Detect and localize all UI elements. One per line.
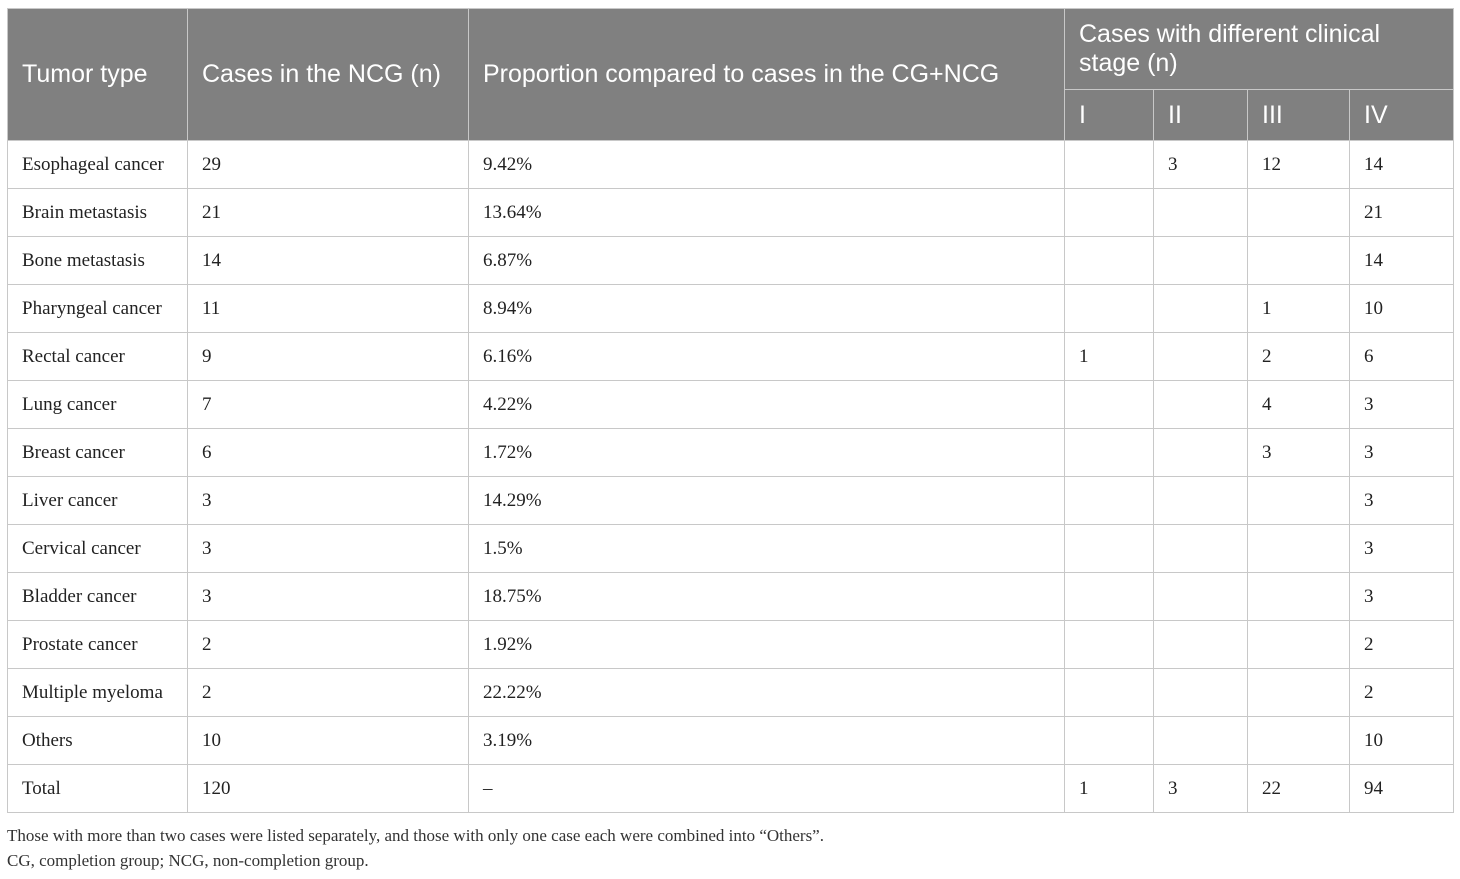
cell-cases-ncg: 6 — [188, 429, 469, 477]
cell-stage-i: 1 — [1065, 333, 1154, 381]
cell-proportion: 22.22% — [469, 669, 1065, 717]
table-row — [8, 717, 1454, 765]
header-cases-ncg: Cases in the NCG (n) — [188, 9, 469, 141]
cell-stage-i — [1065, 477, 1154, 525]
cell-proportion: 6.87% — [469, 237, 1065, 285]
cell-proportion: 3.19% — [469, 717, 1065, 765]
table-row — [8, 285, 1454, 333]
cell-stage-i — [1065, 237, 1154, 285]
cell-cases-ncg: 7 — [188, 381, 469, 429]
table-row — [8, 525, 1454, 573]
header-stage-iii: III — [1248, 90, 1350, 141]
table-row — [8, 381, 1454, 429]
cell-stage-ii — [1154, 285, 1248, 333]
table-row — [8, 429, 1454, 477]
cell-stage-i — [1065, 429, 1154, 477]
cell-proportion: 14.29% — [469, 477, 1065, 525]
cell-tumor-type: Cervical cancer — [8, 525, 188, 573]
cell-stage-iv: 3 — [1350, 429, 1454, 477]
cell-tumor-type: Total — [8, 765, 188, 813]
header-stage-group: Cases with different clinical stage (n) — [1065, 9, 1454, 90]
cell-stage-ii: 3 — [1154, 141, 1248, 189]
cell-proportion: 8.94% — [469, 285, 1065, 333]
cell-stage-ii — [1154, 669, 1248, 717]
cell-cases-ncg: 9 — [188, 333, 469, 381]
header-stage-iv: IV — [1350, 90, 1454, 141]
cell-stage-i — [1065, 285, 1154, 333]
cell-proportion: 1.5% — [469, 525, 1065, 573]
cell-tumor-type: Multiple myeloma — [8, 669, 188, 717]
cell-proportion: 9.42% — [469, 141, 1065, 189]
header-row-1 — [8, 9, 1454, 90]
cell-tumor-type: Lung cancer — [8, 381, 188, 429]
cell-stage-iv: 14 — [1350, 141, 1454, 189]
cell-stage-iv: 6 — [1350, 333, 1454, 381]
cell-stage-iv: 94 — [1350, 765, 1454, 813]
cell-stage-ii — [1154, 333, 1248, 381]
cell-proportion: 13.64% — [469, 189, 1065, 237]
cell-stage-iv: 3 — [1350, 477, 1454, 525]
header-stage-i: I — [1065, 90, 1154, 141]
header-stage-ii: II — [1154, 90, 1248, 141]
cell-stage-iii — [1248, 573, 1350, 621]
cell-stage-i — [1065, 669, 1154, 717]
cell-stage-i: 1 — [1065, 765, 1154, 813]
cell-cases-ncg: 14 — [188, 237, 469, 285]
header-tumor-type: Tumor type — [8, 9, 188, 141]
cell-stage-ii: 3 — [1154, 765, 1248, 813]
cell-proportion: – — [469, 765, 1065, 813]
cell-stage-i — [1065, 189, 1154, 237]
table-body — [8, 141, 1454, 813]
cell-stage-iv: 3 — [1350, 381, 1454, 429]
tumor-stage-table — [7, 8, 1454, 813]
cell-tumor-type: Bone metastasis — [8, 237, 188, 285]
cell-cases-ncg: 120 — [188, 765, 469, 813]
cell-stage-ii — [1154, 429, 1248, 477]
cell-stage-iv: 21 — [1350, 189, 1454, 237]
cell-stage-ii — [1154, 477, 1248, 525]
cell-stage-iii — [1248, 525, 1350, 573]
cell-stage-ii — [1154, 573, 1248, 621]
cell-cases-ncg: 3 — [188, 573, 469, 621]
cell-proportion: 1.92% — [469, 621, 1065, 669]
cell-stage-ii — [1154, 717, 1248, 765]
table-row — [8, 765, 1454, 813]
table-row — [8, 141, 1454, 189]
cell-stage-iii — [1248, 237, 1350, 285]
table-row — [8, 573, 1454, 621]
cell-stage-iii: 1 — [1248, 285, 1350, 333]
cell-stage-iv: 3 — [1350, 573, 1454, 621]
footnote-others: Those with more than two cases were listed separately, and those with only one case each were combined into “Others”. — [7, 826, 824, 845]
cell-cases-ncg: 2 — [188, 621, 469, 669]
cell-stage-ii — [1154, 189, 1248, 237]
cell-stage-i — [1065, 381, 1154, 429]
table-row — [8, 669, 1454, 717]
cell-stage-iv: 2 — [1350, 621, 1454, 669]
cell-stage-iii — [1248, 477, 1350, 525]
cell-tumor-type: Others — [8, 717, 188, 765]
header-proportion: Proportion compared to cases in the CG+NCG — [469, 9, 1065, 141]
cell-cases-ncg: 3 — [188, 477, 469, 525]
cell-stage-iv: 10 — [1350, 717, 1454, 765]
cell-tumor-type: Pharyngeal cancer — [8, 285, 188, 333]
cell-tumor-type: Rectal cancer — [8, 333, 188, 381]
table-header — [8, 9, 1454, 141]
table-row — [8, 189, 1454, 237]
cell-stage-i — [1065, 525, 1154, 573]
cell-stage-ii — [1154, 621, 1248, 669]
cell-stage-iii: 12 — [1248, 141, 1350, 189]
table-row — [8, 477, 1454, 525]
table-footnotes — [7, 823, 824, 873]
cell-stage-i — [1065, 141, 1154, 189]
cell-cases-ncg: 29 — [188, 141, 469, 189]
cell-stage-iv: 3 — [1350, 525, 1454, 573]
cell-cases-ncg: 2 — [188, 669, 469, 717]
cell-tumor-type: Breast cancer — [8, 429, 188, 477]
cell-cases-ncg: 10 — [188, 717, 469, 765]
cell-proportion: 18.75% — [469, 573, 1065, 621]
cell-proportion: 6.16% — [469, 333, 1065, 381]
cell-stage-i — [1065, 717, 1154, 765]
cell-proportion: 4.22% — [469, 381, 1065, 429]
table-row — [8, 237, 1454, 285]
cell-stage-iii: 3 — [1248, 429, 1350, 477]
cell-stage-iii — [1248, 189, 1350, 237]
cell-tumor-type: Liver cancer — [8, 477, 188, 525]
cell-stage-ii — [1154, 237, 1248, 285]
cell-stage-iv: 10 — [1350, 285, 1454, 333]
cell-stage-iii: 4 — [1248, 381, 1350, 429]
cell-stage-ii — [1154, 381, 1248, 429]
cell-stage-iii: 22 — [1248, 765, 1350, 813]
cell-stage-iii — [1248, 669, 1350, 717]
cell-stage-i — [1065, 573, 1154, 621]
cell-stage-iii — [1248, 717, 1350, 765]
cell-stage-i — [1065, 621, 1154, 669]
cell-cases-ncg: 3 — [188, 525, 469, 573]
cell-tumor-type: Esophageal cancer — [8, 141, 188, 189]
cell-stage-iv: 14 — [1350, 237, 1454, 285]
cell-stage-iv: 2 — [1350, 669, 1454, 717]
cell-stage-iii: 2 — [1248, 333, 1350, 381]
table-row — [8, 621, 1454, 669]
table-row — [8, 333, 1454, 381]
data-table-container — [7, 8, 1453, 813]
cell-proportion: 1.72% — [469, 429, 1065, 477]
cell-cases-ncg: 21 — [188, 189, 469, 237]
footnote-abbreviations: CG, completion group; NCG, non-completion group. — [7, 851, 369, 870]
cell-tumor-type: Bladder cancer — [8, 573, 188, 621]
cell-tumor-type: Brain metastasis — [8, 189, 188, 237]
cell-tumor-type: Prostate cancer — [8, 621, 188, 669]
cell-stage-iii — [1248, 621, 1350, 669]
cell-stage-ii — [1154, 525, 1248, 573]
cell-cases-ncg: 11 — [188, 285, 469, 333]
